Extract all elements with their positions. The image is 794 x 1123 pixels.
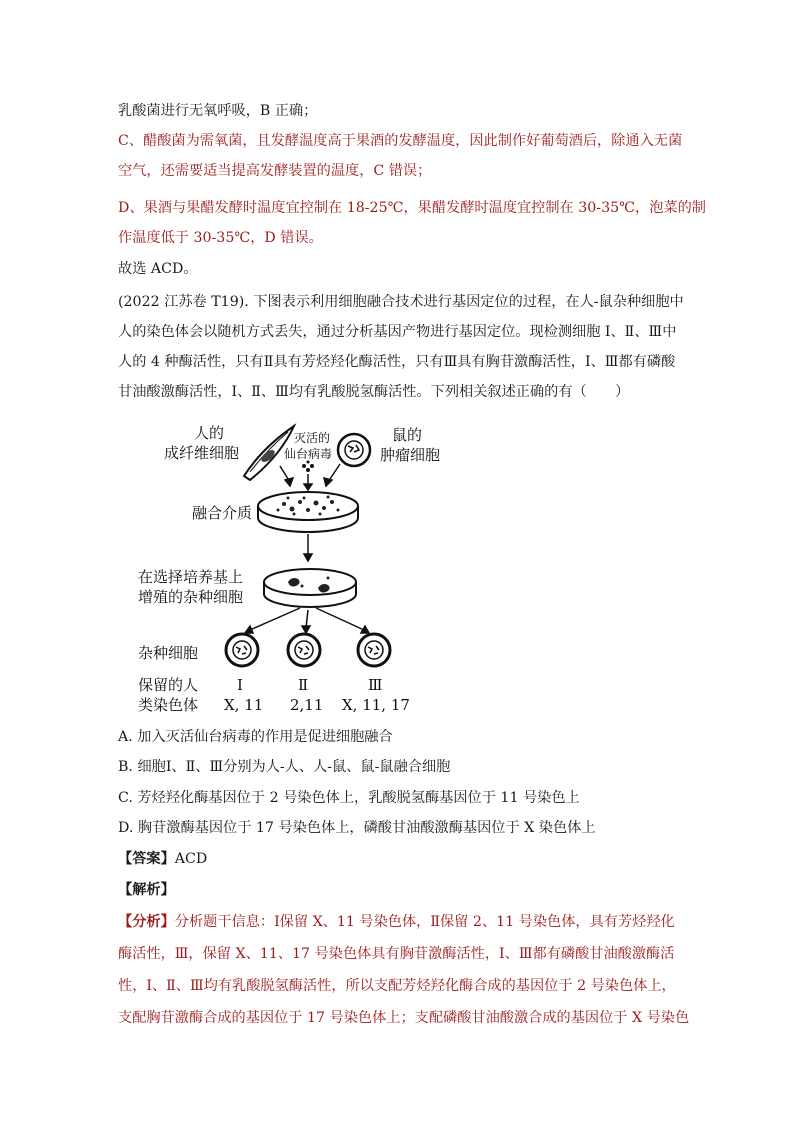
explanation-line: C、醋酸菌为需氧菌，且发酵温度高于果酒的发酵温度，因此制作好葡萄酒后，除通入无菌 [118,133,683,149]
question-line: (2022 江苏卷 T19). 下图表示利用细胞融合技术进行基因定位的过程，在人-鼠杂种细胞中 [118,294,684,310]
cell-3-name: Ⅲ [368,676,383,694]
selection-dish-icon [264,569,356,607]
option-b: B. 细胞Ⅰ、Ⅱ、Ⅲ分别为人-人、人-鼠、鼠-鼠融合细胞 [118,759,451,775]
cell-fusion-diagram [132,418,462,718]
cell-2-name: Ⅱ [298,676,309,694]
hybrid-cell-1-icon [226,634,258,666]
option-d: D. 胸苷激酶基因位于 17 号染色体上，磷酸甘油酸激酶基因位于 X 染色体上 [118,820,596,836]
label-hybrid: 杂种细胞 [138,644,199,662]
fenxi-label: 【分析】 [118,914,175,930]
explanation-line: 乳酸菌进行无氧呼吸，B 正确； [118,103,318,119]
branch-arrows [245,608,369,633]
cell-1-name: Ⅰ [237,676,243,694]
cell-3-chrom: X, 11, 17 [342,696,410,714]
answer-value: ACD [174,851,208,867]
label-medium: 融合介质 [192,504,253,522]
fenxi-line-4: 支配胸苷激酶合成的基因位于 17 号染色体上；支配磷酸甘油酸激合成的基因位于 X 号染色 [118,1010,690,1026]
virus-particles-icon [302,461,314,473]
analysis-label: 【解析】 [118,882,175,898]
cell-2-chrom: 2,11 [290,696,324,714]
question-line: 人的 4 种酶活性，只有Ⅱ具有芳烃羟化酶活性，只有Ⅲ具有胸苷激酶活性，Ⅰ、Ⅲ都有磷酸 [118,354,676,370]
label-human-1: 人的 [194,424,225,442]
down-arrow-1 [304,534,312,561]
option-c: C. 芳烃羟化酶基因位于 2 号染色体上，乳酸脱氢酶基因位于 11 号染色上 [118,790,580,806]
label-mouse-2: 肿瘤细胞 [380,446,441,464]
fenxi-text: 分析题干信息：Ⅰ保留 X、11 号染色体，Ⅱ保留 2、11 号染色体，具有芳烃羟化 [174,914,675,930]
label-retained-1: 保留的人 [138,676,199,694]
cell-1-chrom: X, 11 [224,696,264,714]
explanation-line: 空气，还需要适当提高发酵装置的温度，C 错误； [118,163,432,179]
explanation-conclusion: 故选 ACD。 [118,261,198,277]
option-a: A. 加入灭活仙台病毒的作用是促进细胞融合 [118,729,393,745]
label-virus-2: 仙台病毒 [284,447,333,461]
explanation-line: D、果酒与果醋发酵时温度宜控制在 18-25℃，果醋发酵时温度宜控制在 30-35℃，泡菜的制 [118,200,706,216]
question-line: 人的染色体会以随机方式丢失，通过分析基因产物进行基因定位。现检测细胞 Ⅰ、Ⅱ、Ⅲ中 [118,324,677,340]
label-select-1: 在选择培养基上 [138,568,244,586]
fusion-dish-icon [258,492,358,532]
label-virus-1: 灭活的 [294,431,331,445]
explanation-line: 作温度低于 30-35℃，D 错误。 [118,230,323,246]
cell-fusion-figure [132,418,462,718]
tumor-cell-icon [338,434,370,466]
label-human-2: 成纤维细胞 [164,444,240,462]
label-select-2: 增殖的杂种细胞 [138,588,244,606]
fenxi-line-3: 性，Ⅰ、Ⅱ、Ⅲ均有乳酸脱氢酶活性，所以支配芳烃羟化酶合成的基因位于 2 号染色体上， [118,978,676,994]
answer-line [118,849,207,869]
fenxi-line-1 [118,912,675,932]
label-retained-2: 类染色体 [138,696,199,714]
question-line: 甘油酸激酶活性，Ⅰ、Ⅱ、Ⅲ均有乳酸脱氢酶活性。下列相关叙述正确的有（ ） [118,384,630,400]
fenxi-line-2: 酶活性，Ⅲ，保留 X、11、17 号染色体具有胸苷激酶活性，Ⅰ、Ⅲ都有磷酸甘油酸激酶活 [118,946,675,962]
hybrid-cell-2-icon [288,634,320,666]
input-arrows [280,464,340,490]
label-mouse-1: 鼠的 [392,426,423,444]
answer-label: 【答案】 [118,851,175,867]
hybrid-cell-3-icon [358,634,390,666]
